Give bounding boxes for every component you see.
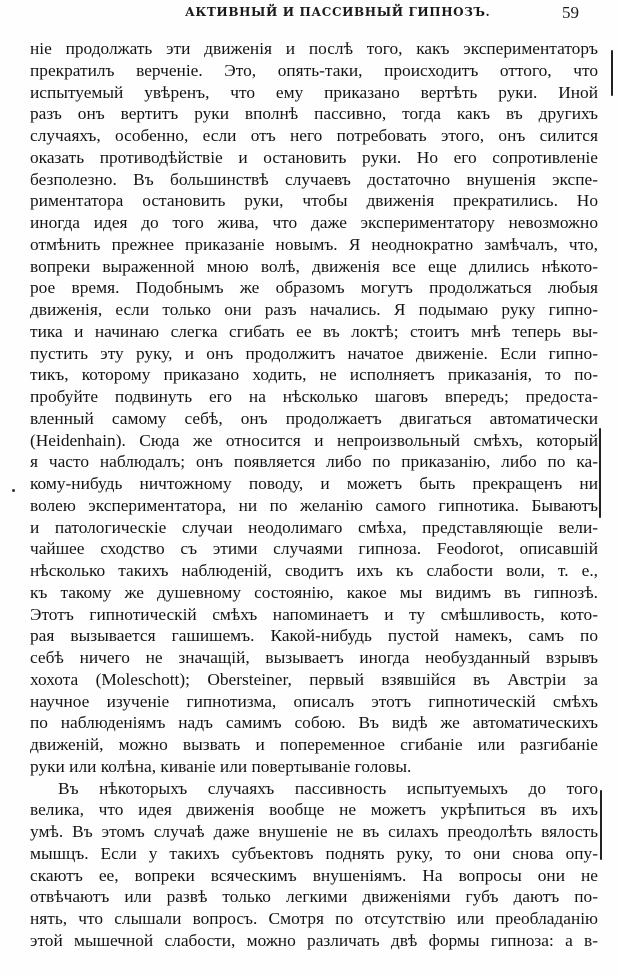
margin-mark bbox=[599, 428, 601, 518]
text-line: случаяхъ, особенно, если отъ него потребовать этого, онъ силится bbox=[30, 126, 598, 145]
text-line: безполезно. Въ большинствѣ случаевъ достаточно внушенія экспе- bbox=[30, 169, 598, 189]
text-line: пустить эту руку, и онъ продолжитъ начатое движеніе. Если гипно- bbox=[30, 343, 598, 363]
text-line: оказать противодѣйствіе и остановить руки. Но его сопротивленіе bbox=[30, 147, 598, 167]
text-line: тикъ, которому приказано ходить, не исполняетъ приказанія, то по- bbox=[30, 365, 598, 385]
text-line: иногда идея до того жива, что даже экспериментатору невозможно bbox=[30, 213, 598, 232]
text-line: къ такому же душевному состоянію, какое мы видимъ въ гипнозѣ. bbox=[30, 582, 598, 602]
text-line: чайшее сходство съ этими случаями гипноза. Feodorot, описавшій bbox=[30, 539, 598, 559]
text-line: и патологическіе случаи неодолимаго смѣха, представляющіе вели- bbox=[30, 517, 598, 537]
text-line: испытуемый увѣренъ, что ему приказано вертѣть руки. Иной bbox=[30, 82, 598, 102]
text-line: (Heidenhain). Сюда же относится и непроизвольный смѣхъ, который bbox=[30, 430, 598, 450]
text-line: вленный самому себѣ, онъ продолжаетъ двигаться автоматически bbox=[30, 408, 598, 428]
text-line: прекратилъ верченіе. Это, опять-таки, происходитъ оттого, что bbox=[30, 60, 598, 80]
text-line: тика и начинаю слегка сгибать ее въ локтѣ; стоитъ мнѣ теперь вы- bbox=[30, 321, 598, 341]
body-text bbox=[30, 38, 598, 952]
text-line: отмѣнить прежнее приказаніе новымъ. Я неоднократно замѣчалъ, что, bbox=[30, 234, 598, 254]
text-line: рая вызывается гашишемъ. Какой-нибудь пустой намекъ, самъ по bbox=[30, 626, 598, 646]
text-line: мышцъ. Если у такихъ субъектовъ поднять руку, то они снова опу- bbox=[30, 843, 598, 863]
text-line: рое время. Подобнымъ же образомъ могутъ продолжаться любыя bbox=[30, 278, 598, 298]
text-line: этой мышечной слабости, можно различать двѣ формы гипноза: а в- bbox=[30, 930, 598, 950]
text-line: Этотъ гипнотическій смѣхъ напоминаетъ и ту смѣшливость, кото- bbox=[30, 604, 598, 624]
text-line: умѣ. Въ этомъ случаѣ даже внушеніе не въ силахъ преодолѣть вялость bbox=[30, 822, 598, 841]
running-head: АКТИВНЫЙ И ПАССИВНЫЙ ГИПНОЗЪ. bbox=[185, 5, 491, 19]
text-line: себѣ ничего не значащій, вызываетъ иногда необузданный взрывъ bbox=[30, 648, 598, 667]
text-line: вопреки выраженной мною волѣ, движенія все еще длились нѣкото- bbox=[30, 256, 598, 276]
text-line: я часто наблюдалъ; онъ появляется либо по приказанію, либо по ка- bbox=[30, 452, 598, 472]
text-line: хохота (Moleschott); Obersteiner, первый взявшійся въ Австріи за bbox=[30, 669, 598, 689]
text-line: нять, что слышали вопросъ. Смотря по отсутствію или преобладанію bbox=[30, 909, 598, 928]
ink-speck bbox=[12, 489, 15, 492]
text-line: нѣсколько такихъ наблюденій, сводитъ ихъ къ слабости воли, т. е., bbox=[30, 561, 598, 580]
page-number: 59 bbox=[562, 3, 579, 22]
text-line: отвѣчаютъ или развѣ только легкими движеніями губъ даютъ по- bbox=[30, 887, 598, 907]
text-line: движенія, если только они разъ начались. Я подымаю руку гипно- bbox=[30, 300, 598, 319]
text-line: движеній, можно вызвать и попеременное сгибаніе или разгибаніе bbox=[30, 735, 598, 754]
text-line: разъ онъ вертитъ руки вполнѣ пассивно, тогда какъ въ другихъ bbox=[30, 104, 598, 124]
text-line: кому-нибудь ничтожному поводу, и можетъ быть прекращенъ ни bbox=[30, 474, 598, 493]
text-line: пробуйте подвинуть его на нѣсколько шаговъ впередъ; предоста- bbox=[30, 387, 598, 406]
margin-mark bbox=[600, 790, 602, 860]
text-line: научное изученіе гипнотизма, описалъ этотъ гипнотическій смѣхъ bbox=[30, 691, 598, 711]
text-line: по наблюденіямъ надъ самимъ собою. Въ видѣ же автоматическихъ bbox=[30, 713, 598, 733]
text-line: волею экспериментатора, ни по желанію самого гипнотика. Бываютъ bbox=[30, 495, 598, 515]
text-line: велика, что идея движенія вообще не можетъ укрѣпиться въ ихъ bbox=[30, 800, 598, 820]
margin-mark bbox=[611, 50, 613, 96]
text-line: скаютъ ее, вопреки всяческимъ внушеніямъ. На вопросы они не bbox=[30, 865, 598, 885]
paragraph-first-line: Въ нѣкоторыхъ случаяхъ пассивность испытуемыхъ до того bbox=[58, 778, 598, 798]
text-line: ніе продолжать эти движенія и послѣ того, какъ экспериментаторъ bbox=[30, 39, 598, 58]
text-line: руки или колѣна, киваніе или повертываніе головы. bbox=[30, 756, 412, 776]
text-line: риментатора остановить руки, чтобы движенія прекратились. Но bbox=[30, 191, 598, 211]
